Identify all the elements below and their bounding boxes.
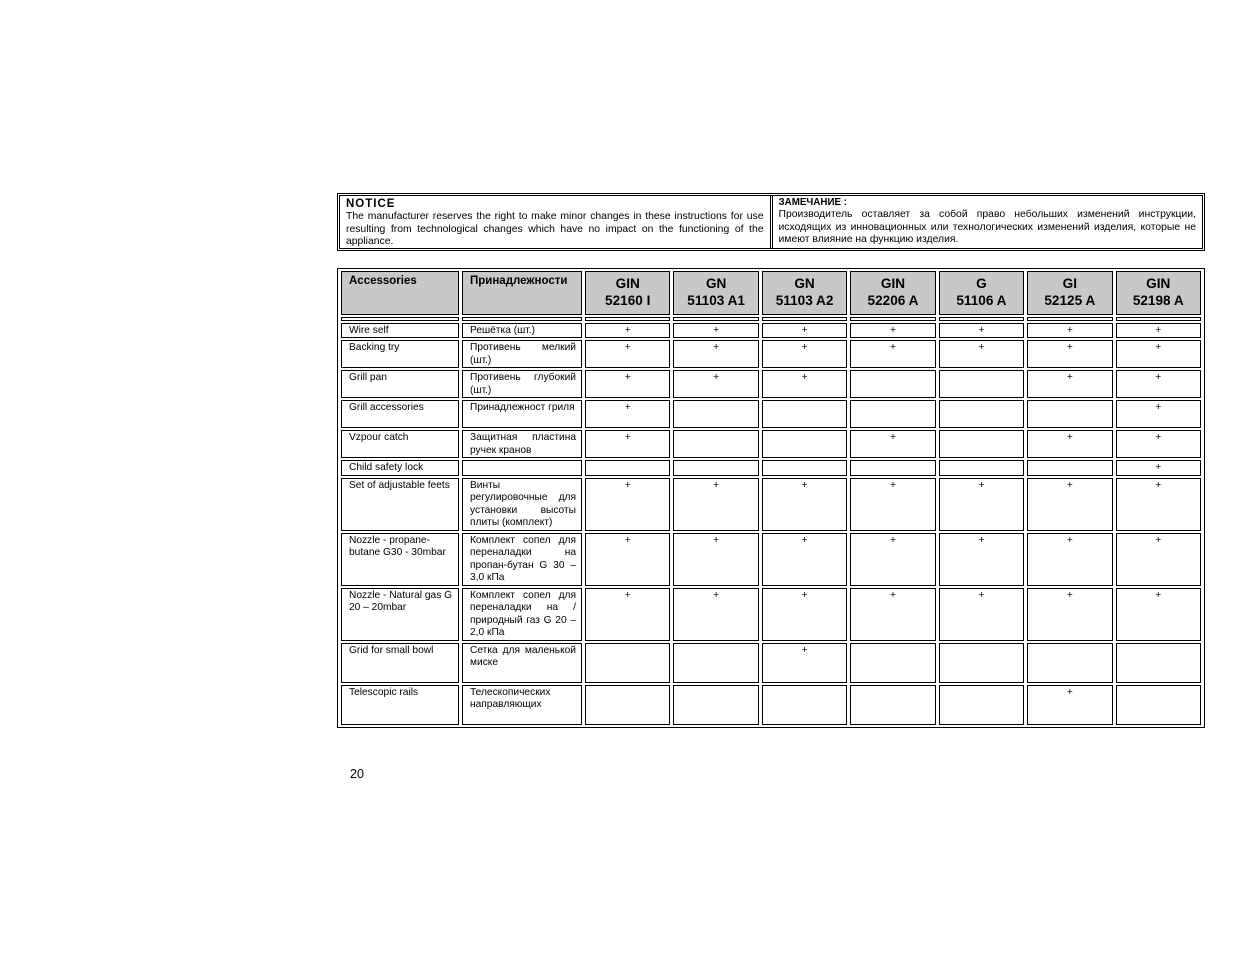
- availability-mark: +: [939, 478, 1024, 531]
- table-row: [341, 340, 1201, 368]
- availability-mark: [939, 685, 1024, 725]
- availability-mark: +: [850, 478, 935, 531]
- availability-mark: [939, 643, 1024, 683]
- accessory-name-ru: Решётка (шт.): [462, 323, 582, 338]
- header-model: [585, 271, 670, 315]
- separator-cell: [850, 317, 935, 321]
- accessory-name-en: Vzpour catch: [341, 430, 459, 458]
- accessory-name-en: Wire self: [341, 323, 459, 338]
- model-number: 51106 A: [956, 292, 1007, 308]
- availability-mark: +: [850, 533, 935, 586]
- table-row: [341, 460, 1201, 475]
- availability-mark: [585, 460, 670, 475]
- availability-mark: +: [585, 323, 670, 338]
- accessory-name-en: Nozzle - Natural gas G 20 – 20mbar: [341, 588, 459, 641]
- table-row: [341, 430, 1201, 458]
- availability-mark: [1027, 643, 1112, 683]
- availability-mark: +: [1027, 685, 1112, 725]
- accessory-name-en: Nozzle - propane-butane G30 - 30mbar: [341, 533, 459, 586]
- model-name: GN: [794, 276, 815, 291]
- availability-mark: +: [673, 340, 758, 368]
- availability-mark: +: [850, 430, 935, 458]
- separator-cell: [1027, 317, 1112, 321]
- separator-cell: [939, 317, 1024, 321]
- availability-mark: +: [1116, 370, 1201, 398]
- model-name: GIN: [615, 276, 640, 291]
- availability-mark: +: [585, 340, 670, 368]
- header-accessories-ru: Принадлежности: [462, 271, 582, 315]
- page-number: 20: [350, 767, 364, 781]
- accessory-name-en: Telescopic rails: [341, 685, 459, 725]
- accessory-name-ru: Принадлежност гриля: [462, 400, 582, 428]
- availability-mark: +: [673, 323, 758, 338]
- availability-mark: +: [850, 323, 935, 338]
- availability-mark: +: [762, 323, 847, 338]
- availability-mark: [850, 400, 935, 428]
- availability-mark: [762, 460, 847, 475]
- model-number: 52125 A: [1044, 292, 1096, 308]
- availability-mark: [673, 460, 758, 475]
- separator-cell: [462, 317, 582, 321]
- separator-cell: [762, 317, 847, 321]
- availability-mark: +: [1116, 460, 1201, 475]
- availability-mark: +: [1027, 323, 1112, 338]
- availability-mark: +: [585, 430, 670, 458]
- availability-mark: +: [1027, 478, 1112, 531]
- notice-title-en: NOTICE: [346, 198, 396, 210]
- header-model: [762, 271, 847, 315]
- availability-mark: +: [939, 340, 1024, 368]
- header-model: [939, 271, 1024, 315]
- availability-mark: [1027, 400, 1112, 428]
- availability-mark: [585, 643, 670, 683]
- header-model: [1116, 271, 1201, 315]
- availability-mark: +: [762, 370, 847, 398]
- availability-mark: +: [939, 533, 1024, 586]
- availability-mark: [939, 430, 1024, 458]
- accessories-table: [337, 268, 1205, 728]
- availability-mark: [850, 370, 935, 398]
- accessory-name-ru: Сетка для маленькой миске: [462, 643, 582, 683]
- availability-mark: +: [585, 533, 670, 586]
- availability-mark: +: [1116, 430, 1201, 458]
- availability-mark: +: [1027, 340, 1112, 368]
- availability-mark: +: [673, 588, 758, 641]
- availability-mark: +: [1116, 588, 1201, 641]
- availability-mark: +: [673, 370, 758, 398]
- availability-mark: +: [585, 478, 670, 531]
- accessory-name-en: Child safety lock: [341, 460, 459, 475]
- separator-cell: [341, 317, 459, 321]
- table-body: [341, 317, 1201, 725]
- model-name: GI: [1062, 276, 1077, 291]
- table-row: [341, 685, 1201, 725]
- model-name: G: [976, 276, 987, 291]
- availability-mark: +: [585, 400, 670, 428]
- header-model: [850, 271, 935, 315]
- availability-mark: [762, 400, 847, 428]
- accessory-name-en: Grill accessories: [341, 400, 459, 428]
- availability-mark: [585, 685, 670, 725]
- separator-cell: [1116, 317, 1201, 321]
- table-row: [341, 588, 1201, 641]
- header-model: [1027, 271, 1112, 315]
- notice-text-ru: Производитель оставляет за собой право небольших изменений инструкции, исходящих из инновационных или технологических изменений изделия, которые не имеют влияние на функцию изделия.: [778, 209, 1196, 246]
- table-row: [341, 323, 1201, 338]
- availability-mark: [850, 643, 935, 683]
- availability-mark: +: [1116, 340, 1201, 368]
- accessory-name-en: Set of adjustable feets: [341, 478, 459, 531]
- availability-mark: +: [762, 588, 847, 641]
- availability-mark: [762, 685, 847, 725]
- availability-mark: +: [1027, 370, 1112, 398]
- availability-mark: +: [762, 533, 847, 586]
- table-header-row: [341, 271, 1201, 315]
- accessory-name-en: Grid for small bowl: [341, 643, 459, 683]
- table-row: [341, 478, 1201, 531]
- table-row: [341, 400, 1201, 428]
- availability-mark: +: [585, 588, 670, 641]
- availability-mark: +: [762, 478, 847, 531]
- availability-mark: +: [673, 478, 758, 531]
- availability-mark: [939, 370, 1024, 398]
- availability-mark: [673, 643, 758, 683]
- availability-mark: [850, 685, 935, 725]
- model-number: 51103 A2: [775, 292, 834, 308]
- model-number: 52160 I: [605, 292, 651, 308]
- availability-mark: +: [1116, 478, 1201, 531]
- availability-mark: +: [850, 340, 935, 368]
- table-row: [341, 370, 1201, 398]
- model-number: 52206 A: [867, 292, 919, 308]
- table-row: [341, 533, 1201, 586]
- notice-text-en: The manufacturer reserves the right to make minor changes in these instructions for use resulting from technological changes which have no impact on the functioning of the appliance.: [346, 211, 764, 248]
- availability-mark: +: [1116, 533, 1201, 586]
- notice-box: [337, 193, 1205, 251]
- model-number: 52198 A: [1132, 292, 1184, 308]
- availability-mark: +: [939, 588, 1024, 641]
- availability-mark: [939, 460, 1024, 475]
- availability-mark: +: [585, 370, 670, 398]
- availability-mark: +: [1027, 588, 1112, 641]
- availability-mark: +: [1116, 400, 1201, 428]
- accessory-name-ru: Противень глубокий (шт.): [462, 370, 582, 398]
- availability-mark: +: [1027, 430, 1112, 458]
- availability-mark: [1116, 685, 1201, 725]
- accessory-name-ru: Телескопических направляющих: [462, 685, 582, 725]
- availability-mark: [1027, 460, 1112, 475]
- table-row: [341, 643, 1201, 683]
- availability-mark: +: [673, 533, 758, 586]
- accessory-name-ru: [462, 460, 582, 475]
- model-name: GIN: [880, 276, 906, 291]
- notice-english: [340, 196, 773, 248]
- model-number: 51103 A1: [687, 292, 745, 308]
- availability-mark: [673, 400, 758, 428]
- separator-row: [341, 317, 1201, 321]
- availability-mark: [939, 400, 1024, 428]
- accessory-name-ru: Защитная пластина ручек кранов: [462, 430, 582, 458]
- header-accessories-en: Accessories: [341, 271, 459, 315]
- availability-mark: [1116, 643, 1201, 683]
- availability-mark: +: [762, 340, 847, 368]
- header-model: [673, 271, 758, 315]
- availability-mark: +: [762, 643, 847, 683]
- accessory-name-ru: Противень мелкий (шт.): [462, 340, 582, 368]
- availability-mark: +: [850, 588, 935, 641]
- accessory-name-ru: Комплект сопел для переналадки на / природный газ G 20 – 2,0 кПа: [462, 588, 582, 641]
- model-name: GN: [705, 276, 727, 291]
- accessory-name-en: Backing try: [341, 340, 459, 368]
- accessory-name-ru: Комплект сопел для переналадки на пропан-бутан G 30 – 3,0 кПа: [462, 533, 582, 586]
- notice-title-ru: ЗАМЕЧАНИЕ :: [778, 197, 848, 208]
- model-name: GIN: [1146, 276, 1171, 291]
- accessory-name-en: Grill pan: [341, 370, 459, 398]
- accessory-name-ru: Винты регулировочные для установки высоты плиты (комплект): [462, 478, 582, 531]
- availability-mark: [673, 430, 758, 458]
- availability-mark: +: [1116, 323, 1201, 338]
- separator-cell: [585, 317, 670, 321]
- availability-mark: +: [1027, 533, 1112, 586]
- separator-cell: [673, 317, 758, 321]
- availability-mark: [850, 460, 935, 475]
- availability-mark: [762, 430, 847, 458]
- availability-mark: [673, 685, 758, 725]
- notice-russian: [773, 196, 1203, 248]
- availability-mark: +: [939, 323, 1024, 338]
